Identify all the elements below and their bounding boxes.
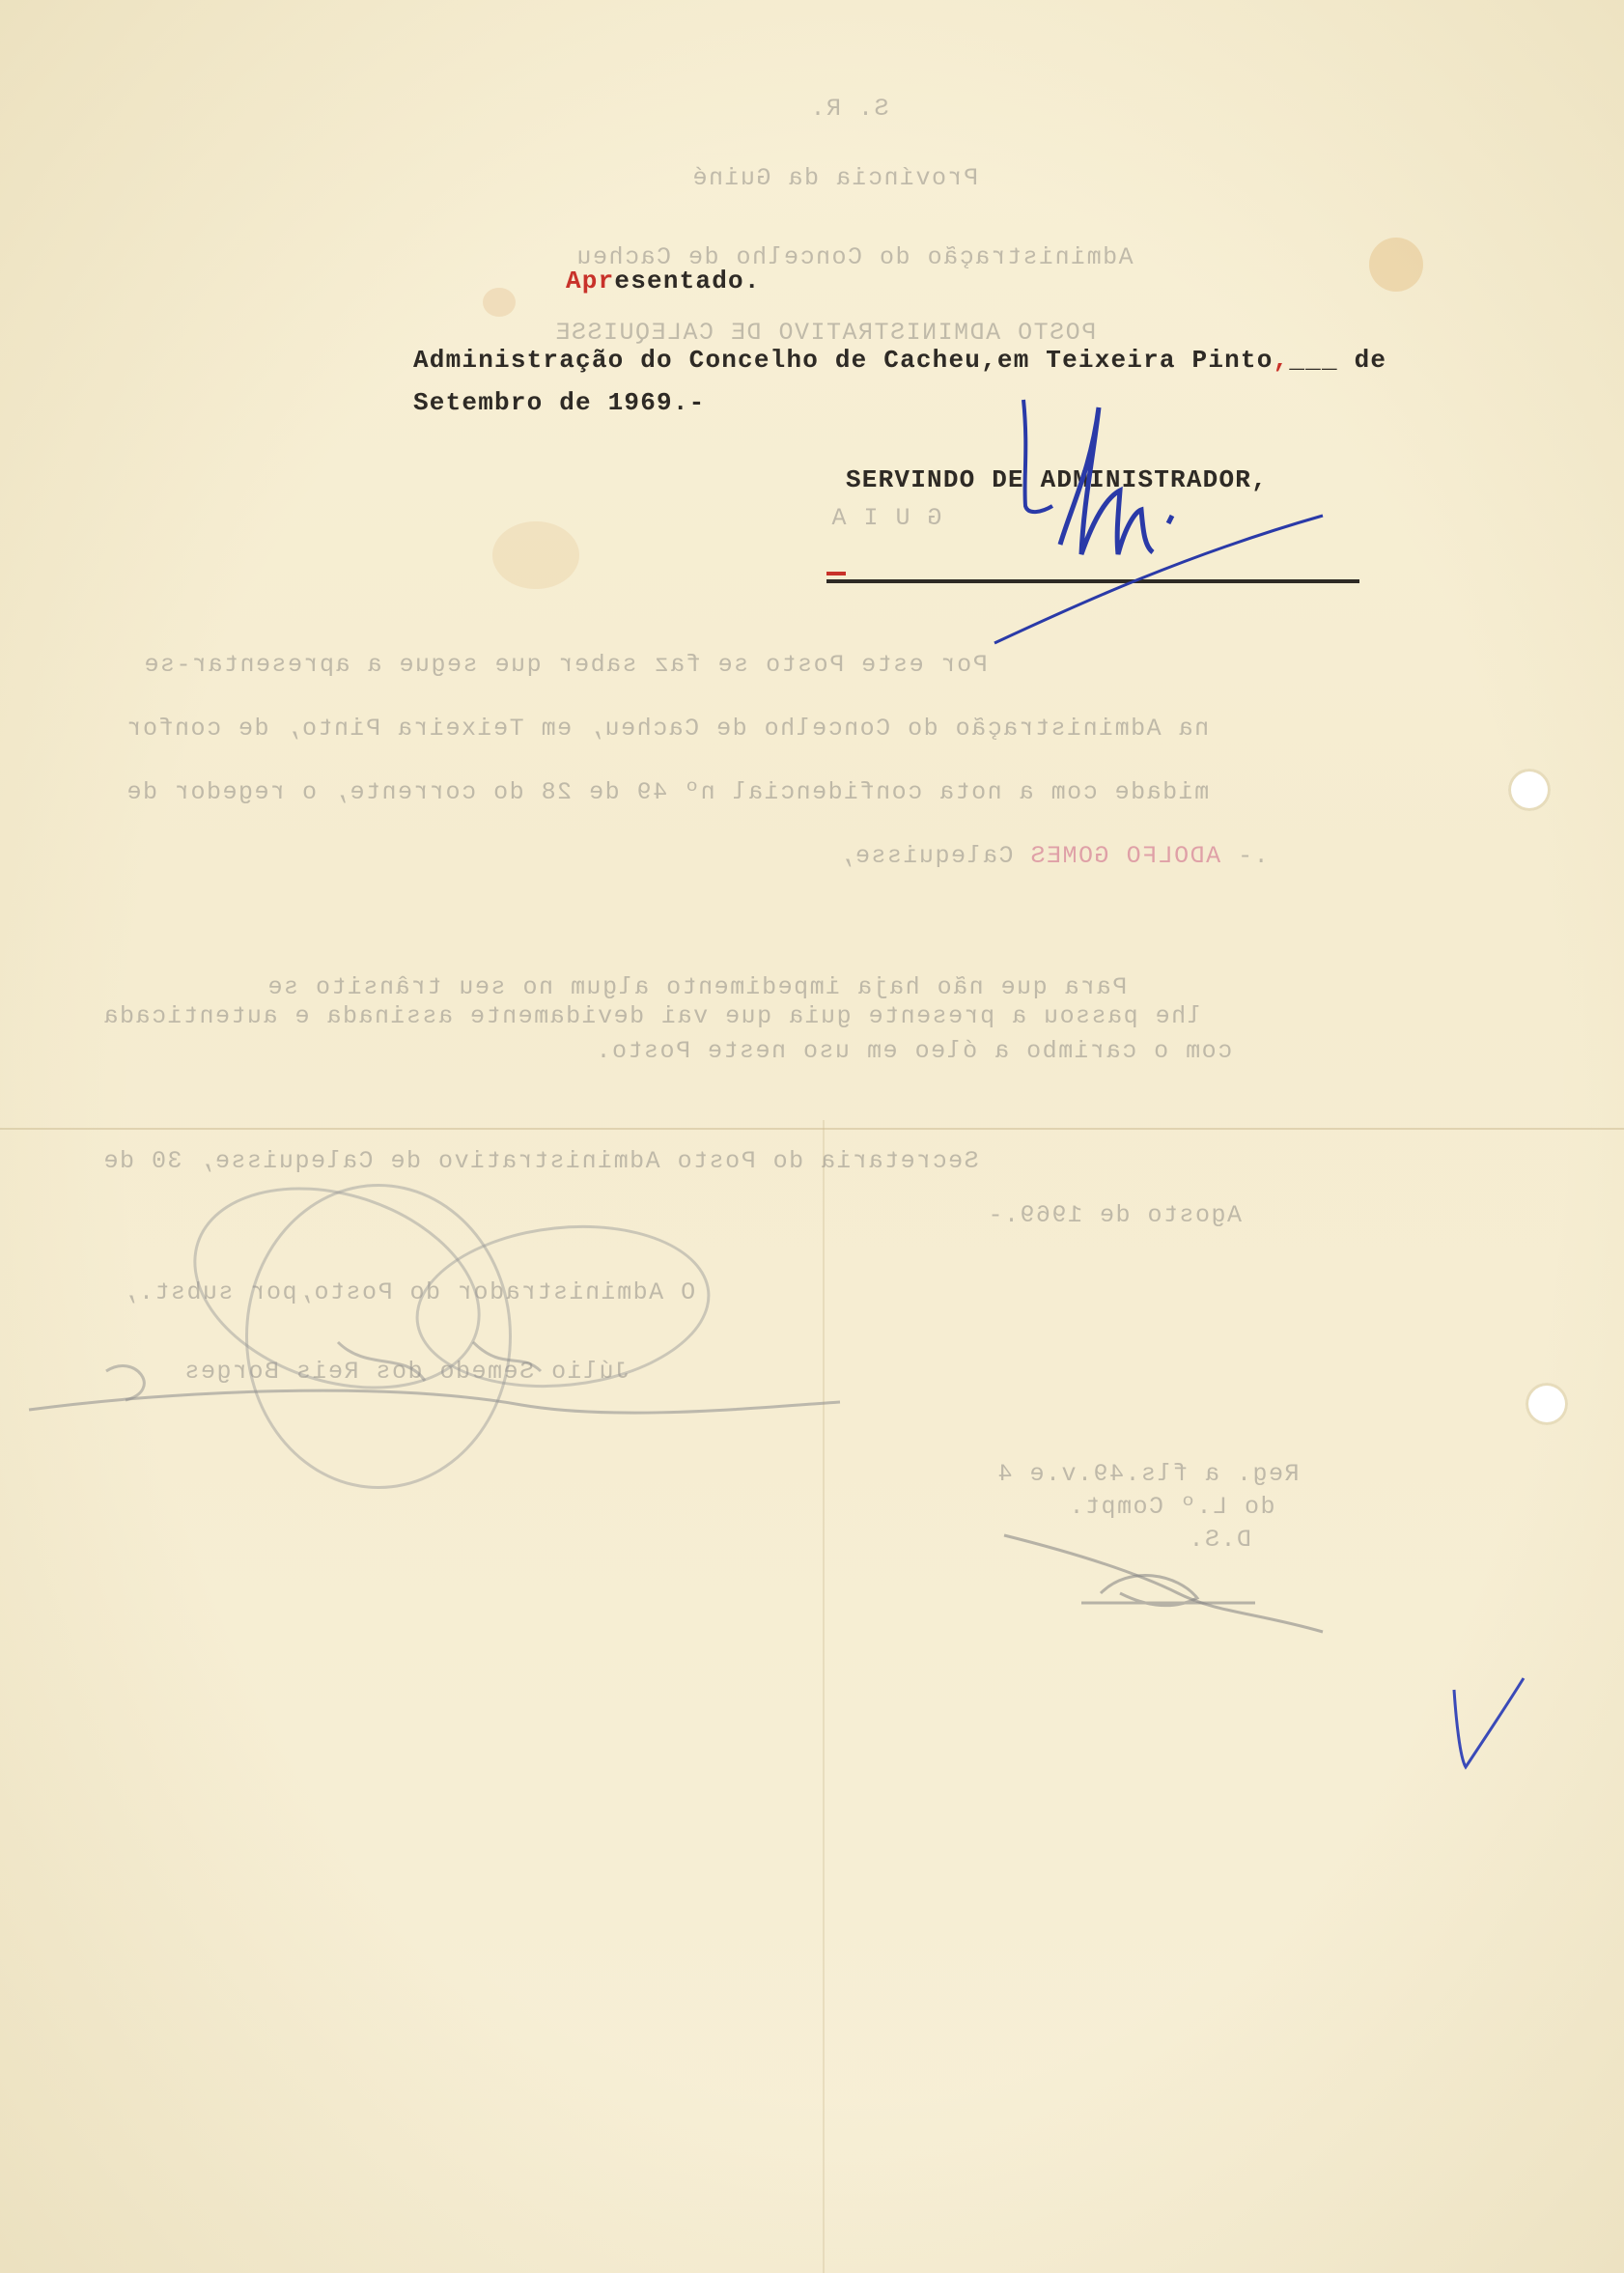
bleed-p1-line1: Por este Posto se faz saber que segue a apresentar-se	[143, 651, 988, 679]
bleed-closing-line2: Agosto de 1969.-	[987, 1201, 1243, 1229]
place-blank: ___	[1289, 346, 1338, 375]
bleed-province: Província da Guiné	[691, 164, 979, 192]
bleed-p1-line4-start: Calequisse,	[838, 842, 1014, 870]
bleed-regedor-name: ADOLFO GOMES	[1029, 842, 1221, 870]
bleed-p1-line4	[838, 842, 1269, 870]
date-line: Setembro de 1969.-	[413, 388, 706, 417]
place-text: Administração do Concelho de Cacheu,em Teixeira Pinto	[413, 346, 1274, 375]
presented-note-red: Apr	[566, 267, 615, 295]
bleed-p1-line4-end: .-	[1236, 842, 1269, 870]
bleed-p2-line2: lhe passou a presente guia que vai devidamente assinada e autenticada	[102, 1002, 1202, 1030]
paper-stain	[483, 288, 516, 317]
fold-line	[823, 1120, 825, 2273]
bleed-registry-line2: do L.º Compt.	[1068, 1493, 1275, 1521]
bleed-registry-line1: Reg. a fls.49.v.e 4	[996, 1460, 1300, 1488]
signatory-title: SERVINDO DE ADMINISTRADOR,	[846, 465, 1268, 494]
presented-note-rest: esentado.	[614, 267, 761, 295]
bleed-republic: S. R.	[809, 95, 889, 123]
check-mark	[1446, 1670, 1533, 1777]
fold-line	[0, 1128, 1624, 1130]
bleed-signer-title: O Administrador do Posto,por subst.,	[122, 1278, 696, 1306]
bleed-p1-line3: midade com a nota confidencial nº 49 de 28 do corrente, o regedor de	[126, 778, 1210, 806]
paper-stain	[492, 521, 579, 589]
signature-rule-red-tick	[826, 572, 846, 575]
paper-stain	[1369, 238, 1423, 292]
bleed-p2-line3: com o carimbo a óleo em uso neste Posto.	[595, 1037, 1233, 1065]
place-line	[413, 346, 1386, 375]
bleed-p1-line2: na Administração do Concelho de Cacheu, em Teixeira Pinto, de confor	[126, 715, 1210, 743]
bleed-administration: Administração do Concelho de Cacheu	[575, 243, 1134, 271]
bleed-p2-line1: Para que não haja impedimento algum no seu trânsito se	[266, 973, 1128, 1001]
bleed-registry-line3: D.S.	[1188, 1526, 1252, 1554]
bleed-closing-line1: Secretaria do Posto Administrativo de Calequisse, 30 de	[102, 1147, 979, 1175]
presented-note	[566, 267, 761, 295]
bleed-signer-name: Júlio Semedo dos Reis Borges	[183, 1358, 630, 1386]
place-de: de	[1354, 346, 1387, 375]
bleed-registry-flourish	[1004, 1526, 1332, 1632]
bleed-signature	[19, 1313, 850, 1468]
place-comma: ,	[1273, 346, 1290, 375]
punch-hole	[1526, 1383, 1568, 1425]
bleed-post: POSTO ADMINISTRATIVO DE CALEQUISSE	[554, 319, 1097, 347]
bleed-doc-type: G U I A	[830, 504, 942, 532]
administrator-signature	[975, 390, 1342, 660]
punch-hole	[1508, 769, 1551, 811]
